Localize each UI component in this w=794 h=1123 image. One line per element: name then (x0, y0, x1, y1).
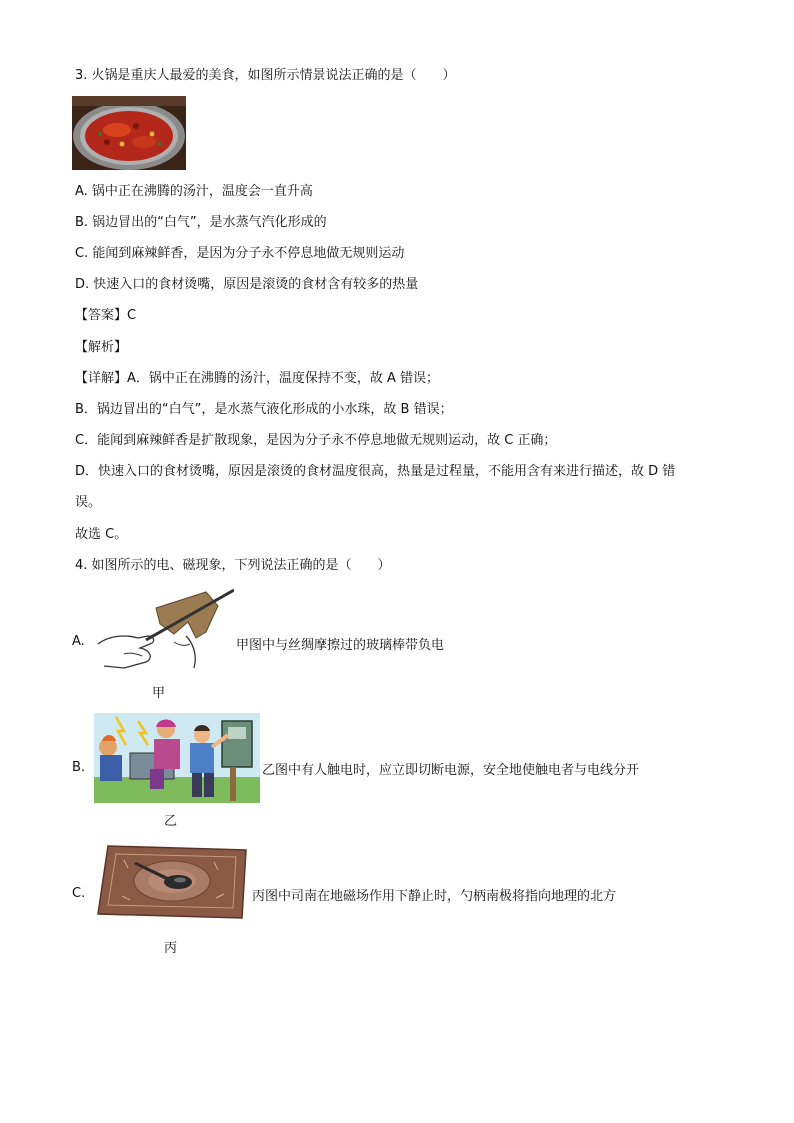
q3-explanation-a: 【详解】A．锅中正在沸腾的汤汁，温度保持不变，故 A 错误； (75, 371, 440, 386)
sinan-compass-image (94, 838, 250, 928)
q3-stem: 3. 火锅是重庆人最爱的美食，如图所示情景说法正确的是（ ） (75, 68, 456, 83)
q4-option-a-caption: 甲 (152, 686, 166, 701)
q4-option-b-text: 乙图中有人触电时，应立即切断电源，安全地使触电者与电线分开 (262, 763, 640, 778)
glass-rod-silk-image (94, 588, 234, 674)
q3-analysis-heading: 【解析】 (75, 340, 128, 355)
q4-stem: 4. 如图所示的电、磁现象，下列说法正确的是（ ） (75, 558, 391, 573)
q4-option-b-caption: 乙 (164, 814, 178, 829)
q3-conclusion: 故选 C。 (75, 527, 128, 542)
electric-shock-image (94, 713, 260, 803)
q3-explanation-c: C．能闻到麻辣鲜香是扩散现象，是因为分子永不停息地做无规则运动，故 C 正确； (75, 433, 557, 448)
q3-option-c: C. 能闻到麻辣鲜香，是因为分子永不停息地做无规则运动 (75, 246, 405, 261)
q3-explanation-d: D．快速入口的食材烫嘴，原因是滚烫的食材温度很高，热量是过程量，不能用含有来进行描述，故 D 错 (75, 464, 676, 479)
q4-option-c-label: C. (72, 886, 86, 901)
q4-option-c-caption: 丙 (164, 941, 178, 956)
q3-explanation-d-cont: 误。 (75, 495, 102, 510)
q3-option-a: A. 锅中正在沸腾的汤汁，温度会一直升高 (75, 184, 313, 199)
q4-option-c-text: 丙图中司南在地磁场作用下静止时，勺柄南极将指向地理的北方 (252, 889, 617, 904)
q4-option-b-label: B. (72, 760, 86, 775)
q4-option-a-label: A. (72, 634, 85, 649)
q3-answer: 【答案】C (75, 308, 137, 323)
q3-explanation-b: B．锅边冒出的“白气”，是水蒸气液化形成的小水珠，故 B 错误； (75, 402, 453, 417)
q3-option-b: B. 锅边冒出的“白气”，是水蒸气汽化形成的 (75, 215, 327, 230)
q4-option-a-text: 甲图中与丝绸摩擦过的玻璃棒带负电 (236, 638, 445, 653)
q3-option-d: D. 快速入口的食材烫嘴，原因是滚烫的食材含有较多的热量 (75, 277, 419, 292)
hotpot-image (72, 96, 186, 170)
